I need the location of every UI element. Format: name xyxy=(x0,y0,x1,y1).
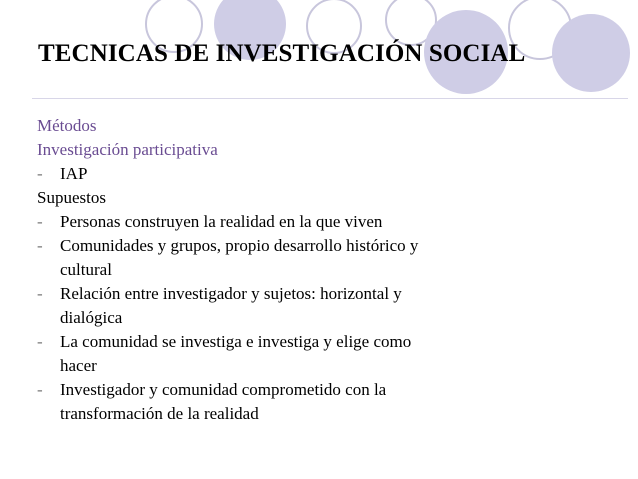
title-divider xyxy=(32,98,628,99)
bullet-marker: - xyxy=(37,164,43,183)
heading-investigacion-participativa: Investigación participativa xyxy=(37,140,218,159)
list-item-text: Investigador y comunidad comprometido con la xyxy=(60,380,387,399)
list-item-text-continued: hacer xyxy=(60,356,97,375)
list-item-text-continued: dialógica xyxy=(60,308,123,327)
list-item xyxy=(37,234,617,282)
bullet-marker: - xyxy=(37,212,43,231)
list-item xyxy=(37,330,617,378)
slide-title: TECNICAS DE INVESTIGACIÓN SOCIAL xyxy=(38,40,526,67)
list-item-text: IAP xyxy=(60,164,88,183)
list-item xyxy=(37,378,617,426)
bullet-marker: - xyxy=(37,332,43,351)
bullet-marker: - xyxy=(37,236,43,255)
list-item-text-continued: transformación de la realidad xyxy=(60,404,259,423)
list-item-text: Personas construyen la realidad en la que viven xyxy=(60,212,383,231)
list-item-iap xyxy=(37,162,617,186)
heading-supuestos: Supuestos xyxy=(37,188,106,207)
list-item-text: Relación entre investigador y sujetos: horizontal y xyxy=(60,284,402,303)
list-item-text-continued: cultural xyxy=(60,260,112,279)
bullet-marker: - xyxy=(37,284,43,303)
list-item xyxy=(37,282,617,330)
list-item-text: Comunidades y grupos, propio desarrollo histórico y xyxy=(60,236,419,255)
list-item xyxy=(37,210,617,234)
heading-metodos: Métodos xyxy=(37,116,97,135)
slide-body xyxy=(37,114,617,426)
bullet-marker: - xyxy=(37,380,43,399)
list-item-text: La comunidad se investiga e investiga y elige como xyxy=(60,332,412,351)
